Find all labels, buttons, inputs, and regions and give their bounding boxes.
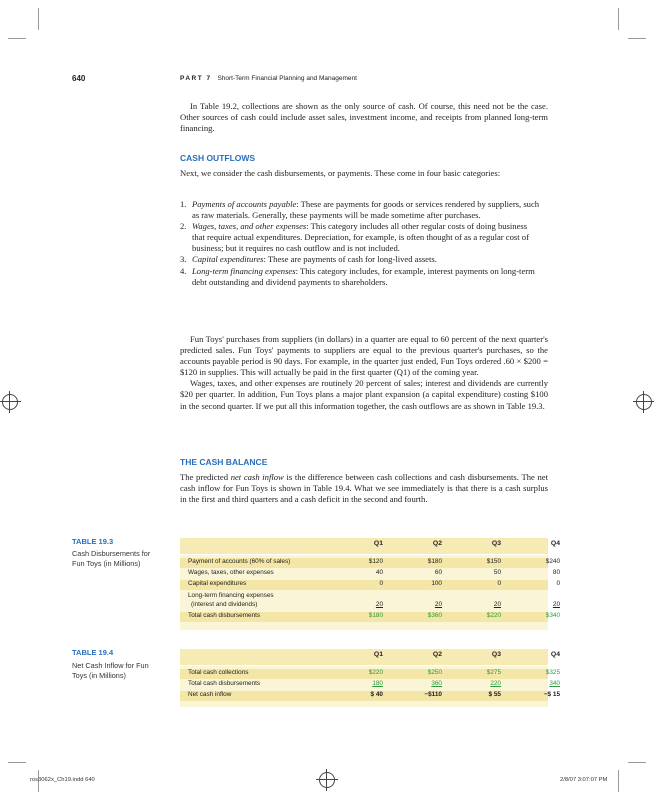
registration-mark-icon: [2, 394, 18, 410]
fun-toys-paragraphs: Fun Toys' purchases from suppliers (in dollars) in a quarter are equal to 60 percent of the next quarter's predicted sales. Fun Toys' payments to suppliers are equal to the previous quarter's purchases, so the accounts payable period is 90 days. For example, in the quarter just ended, Fun Toys ordered .60 × $200 = $120 in supplies. This will actually be paid in the first quarter (Q1) of the coming year. Wages, taxes, and other expenses are routinely 20 percent of sales; interest and dividends are currently $20 per quarter. In addition, Fun Toys plans a major plant expansion (a capital expenditure) costing $100 in the second quarter. If we put all this information together, the cash outflows are as shown in Table 19.3.: [180, 334, 548, 411]
list-item: 2. Wages, taxes, and other expenses: This category includes all other regular costs of doing business that require actual expenditures. Depreciation, for example, is often thought of as a regular cost of business; but it requires no cash outflow and is not included.: [180, 221, 529, 254]
table-19-3-caption: Cash Disbursements for Fun Toys (in Millions): [72, 549, 151, 568]
table-row: Capital expenditures 0 100 0 0: [180, 580, 548, 590]
table-19-3-label: TABLE 19.3: [72, 537, 114, 546]
table-header: Q1 Q2 Q3 Q4: [180, 538, 548, 554]
table-row: Long-term financing expenses: [188, 592, 274, 599]
table-19-4-label: TABLE 19.4: [72, 648, 114, 657]
part-title: Short-Term Financial Planning and Management: [217, 75, 357, 82]
table-header: Q1 Q2 Q3 Q4: [180, 649, 548, 665]
table-row: (interest and dividends) 20 20 20 20: [191, 601, 560, 608]
table-body: [180, 666, 560, 707]
table-row: Total cash disbursements $180 $360 $220 $340: [180, 612, 548, 622]
cash-outflows-intro: Next, we consider the cash disbursements, or payments. These come in four basic categories:: [180, 168, 501, 178]
crop-mark: [8, 762, 26, 763]
crop-mark: [628, 38, 646, 39]
page-number: 640: [72, 74, 86, 83]
list-item: 4. Long-term financing expenses: This category includes, for example, interest payments on long-term debt outstanding and dividend payments to shareholders.: [180, 265, 535, 287]
part-label: PART 7: [180, 75, 212, 82]
table-row: Payment of accounts (60% of sales) $120 $180 $150 $240: [180, 558, 548, 568]
crop-mark: [618, 8, 619, 30]
crop-mark: [38, 8, 39, 30]
footer-timestamp: 2/8/07 3:07:07 PM: [560, 777, 608, 783]
crop-mark: [8, 38, 26, 39]
cash-balance-heading: THE CASH BALANCE: [180, 457, 268, 467]
list-item: 1. Payments of accounts payable: These are payments for goods or services rendered by suppliers, such as raw materials. Generally, these payments will be made sometime after purchases.: [180, 199, 540, 221]
table-row: Total cash disbursements 180 360 220 340: [188, 680, 560, 687]
disbursement-categories-list: [180, 199, 540, 288]
table-row: Total cash collections $220 $250 $275 $325: [180, 669, 548, 679]
cash-outflows-heading: CASH OUTFLOWS: [180, 153, 256, 163]
footer-filename: ros3062x_Ch19.indd 640: [30, 777, 95, 783]
list-item: 3. Capital expenditures: These are payments of cash for long-lived assets.: [180, 254, 437, 265]
table-19-3: [180, 538, 560, 630]
table-19-4-caption: Net Cash Inflow for Fun Toys (in Millions): [72, 661, 149, 680]
running-head: [180, 75, 357, 82]
intro-paragraph: In Table 19.2, collections are shown as the only source of cash. Of course, this need not be the case. Other sources of cash could include asset sales, investment income, and receipts from planned long-term financing.: [180, 101, 548, 134]
cash-balance-paragraph: The predicted net cash inflow is the difference between cash collections and cash disbursements. The net cash inflow for Fun Toys is shown in Table 19.4. What we see immediately is that there is a cash surplus in the first and third quarters and a cash deficit in the second and fourth.: [180, 472, 548, 505]
registration-mark-icon: [319, 772, 335, 788]
table-row: Net cash inflow $ 40 −$110 $ 55 −$ 15: [180, 691, 548, 701]
table-body: [180, 555, 560, 630]
crop-mark: [618, 770, 619, 792]
table-row: Wages, taxes, other expenses 40 60 50 80: [188, 569, 560, 576]
crop-mark: [628, 762, 646, 763]
registration-mark-icon: [636, 394, 652, 410]
table-19-4: [180, 649, 560, 707]
